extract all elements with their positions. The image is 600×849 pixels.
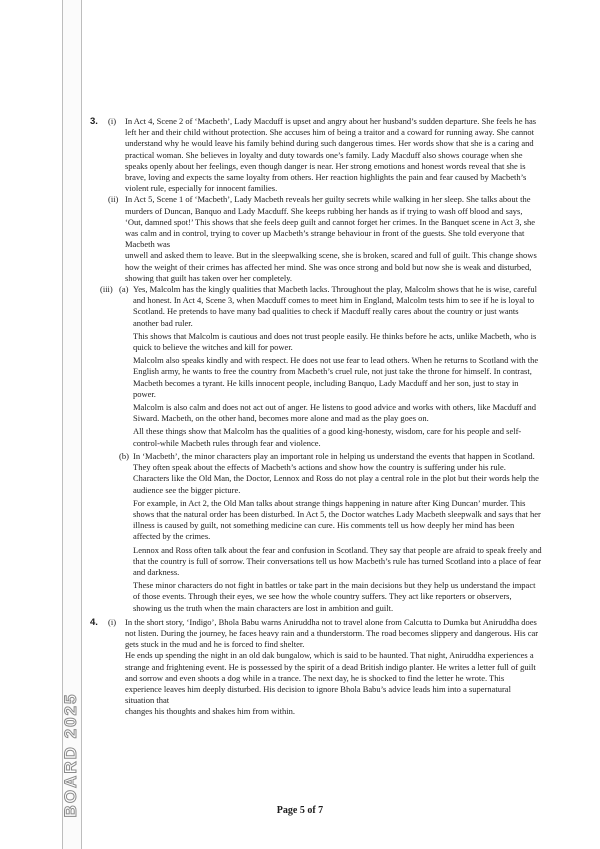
subpart-label: (b) [119,450,129,461]
part-label: (iii) [100,284,113,295]
answer-3-i [90,116,542,194]
answer-paragraph: For example, in Act 2, the Old Man talks about strange things happening in nature after King Duncan’ murder. This shows that the natural order has been disturbed. In Act 5, the Doctor watches Lady Macbeth sleepwalk and says that her illness is caused by guilt, not something medicine can cure. His comments tell us how deeply her mind has been affected by the crimes. [133,497,541,542]
answer-paragraph: In Act 4, Scene 2 of ‘Macbeth’, Lady Macduff is upset and angry about her husband’s sudden departure. She feels he has left her and their child without protection. She accuses him of being a traitor and a coward for running away. She cannot understand why he would leave his family behind during such dangerous times. Her words show that she is a caring and practical woman. She believes in loyalty and duty towards one’s family. Lady Macduff also shows courage when she speaks openly about her feelings, even though danger is near. Her strong emotions and honest words reveal that she is brave, loving and expects the same loyalty from others. Her reaction highlights the pain and fear caused by Macbeth’s violent rule, especially for innocent families. [125,116,537,194]
page-number: Page 5 of 7 [276,805,324,816]
answer-paragraph: In Act 5, Scene 1 of ‘Macbeth’, Lady Macbeth reveals her guilty secrets while walking in her sleep. She talks about the murders of Duncan, Banquo and Lady Macduff. She keeps rubbing her hands as if trying to wash off blood and says, ‘Out, damned spot!’ This shows that she feels deep guilt and cannot forget her crimes. In the Banquet scene in Act 3, she was calm and in control, trying to cover up Macbeth’s strange behaviour in front of the guests. She told everyone that Macbeth was [125,194,536,250]
part-label: (i) [108,616,117,627]
question-4 [90,617,542,718]
answer-paragraph: In the short story, ‘Indigo’, Bhola Babu warns Aniruddha not to travel alone from Calcutta to Dumka but Aniruddha does not listen. During the journey, he faces heavy rain and a thunderstorm. The road becomes slippery and dangerous. His car gets stuck in the mud and he is forced to find shelter. [125,616,539,650]
answer-paragraph: All these things show that Malcolm has the qualities of a good king-honesty, wisdom, care for his people and self-control-while Macbeth rules through fear and violence. [133,426,522,448]
answer-paragraph: This shows that Malcolm is cautious and does not trust people easily. He thinks before he acts, unlike Macbeth, who is quick to believe the witches and kill for power. [133,330,537,353]
question-3 [90,116,542,614]
subpart-label: (a) [119,284,129,295]
answer-3-iii-a [119,284,542,449]
board-watermark: BOARD 2025 [61,692,80,818]
answer-paragraph: changes his thoughts and shakes him from within. [125,706,295,717]
answer-paragraph: Lennox and Ross often talk about the fear and confusion in Scotland. They say that people are afraid to speak freely and that the country is full of sorrow. Their conversations tell us how Macbeth’s rule has turned Scotland into a place of fear and darkness. [133,544,542,577]
part-label: (i) [108,116,117,126]
answer-3-iii-b [119,451,542,614]
answer-paragraph: Yes, Malcolm has the kingly qualities that Macbeth lacks. Throughout the play, Malcolm shows that he is wise, careful and honest. In Act 4, Scene 3, when Macduff comes to meet him in England, Malcolm tests him to see if he is loyal to Scotland. He pretends to have many bad qualities to check if Macduff really cares about the country or just wants another bad ruler. [133,284,537,328]
answer-paragraph: He ends up spending the night in an old dak bungalow, which is said to be haunted. That night, Aniruddha experiences a strange and frightening event. He is possessed by the spirit of a dead British indigo planter. He writes a letter full of guilt and sorrow and even shoots a dog while in a trance. The next day, he is shocked to find the letter he wrote. This experience leaves him deeply disturbed. His decision to ignore Bhola Babu’s advice leads him into a supernatural situation that [125,650,536,706]
answer-paragraph: Malcolm is also calm and does not act out of anger. He listens to good advice and works with others, like Macduff and Siward. Macbeth, on the other hand, becomes more alone and mad as the play goes on. [133,402,537,424]
question-number: 3. [90,116,98,127]
answer-paragraph: Malcolm also speaks kindly and with respect. He does not use fear to lead others. When he returns to Scotland with the English army, he wants to free the country from Macbeth’s cruel rule, not just take the throne for himself. In contrast, Macbeth becomes a tyrant. He kills innocent people, including Banquo, Lady Macduff and her son, just to stay in power. [133,355,539,399]
answer-paragraph: These minor characters do not fight in battles or take part in the main decisions but they help us understand the impact of those events. Through their eyes, we see how the whole country suffers. They act like reporters or observers, showing us the truth when the main characters are lost in ambition and guilt. [133,580,536,613]
answer-4-i [90,617,542,718]
question-number: 4. [90,616,98,628]
answer-3-ii [108,194,542,284]
answer-paragraph: unwell and asked them to leave. But in the sleepwalking scene, she is broken, scared and full of guilt. This change shows how the weight of their crimes has affected her mind. She was once strong and bold but now she is weak and disturbed, showing that guilt has taken over her completely. [125,250,537,283]
answer-content [90,116,542,718]
part-label: (ii) [108,194,119,205]
answer-3-iii [90,284,542,614]
answer-paragraph: In ‘Macbeth’, the minor characters play an important role in helping us understand the events that happen in Scotland. They often speak about the effects of Macbeth’s actions and show how the country is suffering under his rule. Characters like the Old Man, the Doctor, Lennox and Ross do not play a central role in the plot but their words help the audience see the bigger picture. [133,450,539,495]
